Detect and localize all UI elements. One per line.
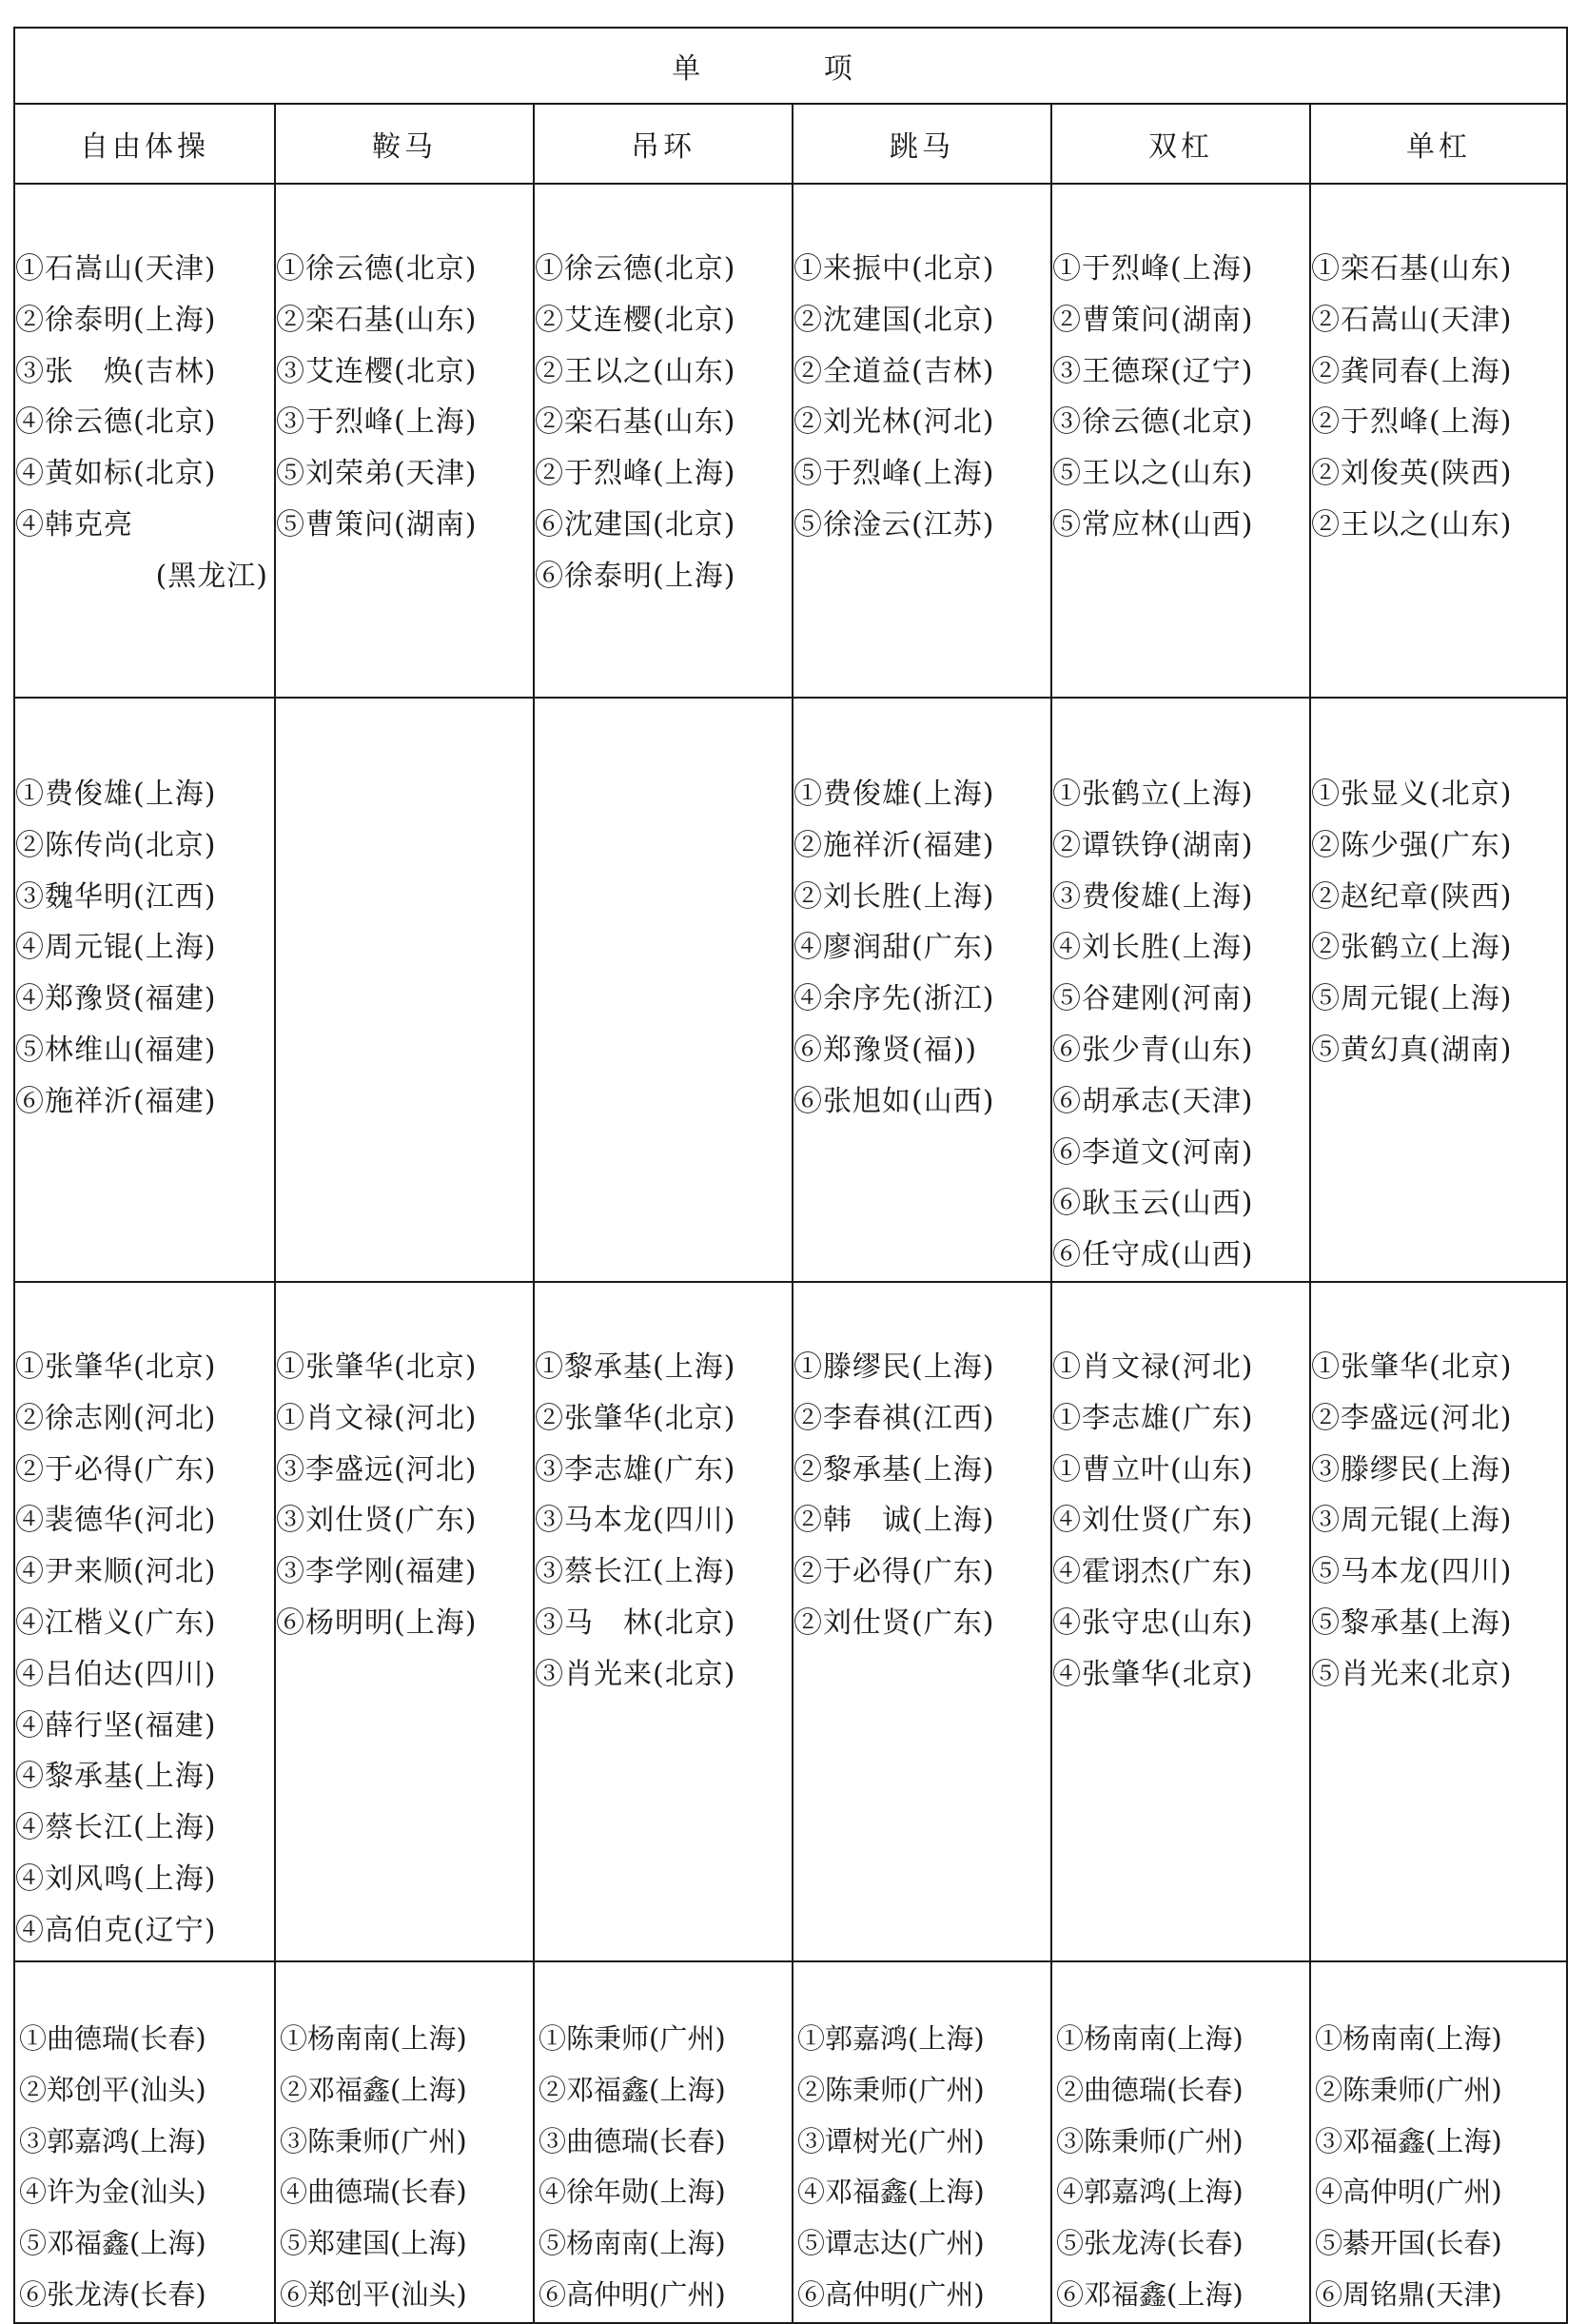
- ranking-entry: ⑤周元锟(上海): [1311, 982, 1513, 1016]
- ranking-entry: ①张肇华(北京): [276, 1349, 478, 1384]
- ranking-entry: ①曹立叶(山东): [1052, 1452, 1254, 1487]
- ranking-entry: ②艾连樱(北京): [535, 303, 736, 337]
- ranking-entry: ①来振中(北京): [794, 252, 995, 286]
- ranking-entry: ④廖润甜(广东): [794, 931, 995, 965]
- ranking-entry: ①黎承基(上海): [535, 1349, 736, 1384]
- ranking-entry: ①张肇华(北京): [15, 1349, 217, 1384]
- ranking-entry: ⑤曹策问(湖南): [276, 507, 478, 542]
- ranking-entry: ②陈传尚(北京): [15, 828, 217, 862]
- ranking-entry: ④刘仕贤(广东): [1052, 1504, 1254, 1538]
- ranking-entry: ②于烈峰(上海): [535, 457, 736, 491]
- ranking-entry: ③肖光来(北京): [535, 1657, 736, 1691]
- ranking-entry: ①李志雄(广东): [1052, 1401, 1254, 1435]
- ranking-entry: ⑤肖光来(北京): [1311, 1657, 1513, 1691]
- ranking-entry: ②刘光林(河北): [794, 405, 995, 440]
- ranking-entry: ③李学刚(福建): [276, 1555, 478, 1589]
- results-cell-vault: [793, 184, 1051, 698]
- ranking-entry: ③周元锟(上海): [1311, 1504, 1513, 1538]
- ranking-entry: ④刘长胜(上海): [1052, 931, 1254, 965]
- ranking-entry: ③于烈峰(上海): [276, 405, 478, 440]
- ranking-entry: ⑥耿玉云(山西): [1052, 1187, 1254, 1221]
- ranking-entry: ④黄如标(北京): [15, 457, 217, 491]
- ranking-entry: ③陈秉师(广州): [280, 2124, 467, 2157]
- results-cell-parallel-bars: [1051, 184, 1310, 698]
- ranking-entry: ③陈秉师(广州): [1056, 2124, 1244, 2157]
- ranking-entry: ③费俊雄(上海): [1052, 879, 1254, 914]
- results-cell-horizontal-bar: [1310, 184, 1567, 698]
- ranking-entry: ②曹策问(湖南): [1052, 303, 1254, 337]
- event-header-row: [14, 104, 1567, 184]
- ranking-entry: ④余序先(浙江): [794, 982, 995, 1016]
- ranking-entry: ④邓福鑫(上海): [797, 2176, 985, 2209]
- ranking-entry: ①于烈峰(上海): [1052, 252, 1254, 286]
- ranking-entry: ②陈秉师(广州): [797, 2073, 985, 2106]
- ranking-entry: ②张肇华(北京): [535, 1401, 736, 1435]
- ranking-entry: ④高仲明(广州): [1315, 2176, 1502, 2209]
- results-cell-vault: [793, 1961, 1051, 2323]
- ranking-entry: (黑龙江): [155, 559, 268, 593]
- ranking-entry: ⑤刘荣弟(天津): [276, 457, 478, 491]
- results-cell-floor: [14, 1961, 275, 2323]
- ranking-entry: ②王以之(山东): [1311, 507, 1513, 542]
- results-cell-pommel-horse: [275, 1282, 534, 1961]
- result-group-row: [14, 698, 1567, 1282]
- results-cell-pommel-horse: [275, 698, 534, 1282]
- ranking-entry: ③曲德瑞(长春): [539, 2124, 726, 2157]
- ranking-entry: ③张 焕(吉林): [15, 354, 217, 388]
- ranking-entry: ④高伯克(辽宁): [15, 1913, 217, 1947]
- results-cell-rings: [534, 1282, 793, 1961]
- ranking-entry: ④薛行坚(福建): [15, 1708, 217, 1743]
- results-cell-rings: [534, 184, 793, 698]
- result-group-row: [14, 184, 1567, 698]
- ranking-entry: ⑤邓福鑫(上海): [19, 2227, 206, 2260]
- ranking-entry: ⑥任守成(山西): [1052, 1238, 1254, 1272]
- ranking-entry: ⑥徐泰明(上海): [535, 559, 736, 593]
- ranking-entry: ⑥杨明明(上海): [276, 1605, 478, 1640]
- ranking-entry: ④蔡长江(上海): [15, 1811, 217, 1845]
- ranking-entry: ⑤谭志达(广州): [797, 2227, 985, 2260]
- ranking-entry: ④黎承基(上海): [15, 1760, 217, 1794]
- ranking-entry: ⑥郑豫贤(福)): [794, 1033, 978, 1067]
- ranking-entry: ④韩克亮: [15, 507, 133, 542]
- ranking-entry: ①张显义(北京): [1311, 778, 1513, 811]
- ranking-entry: ①石嵩山(天津): [15, 252, 217, 286]
- event-header-rings: 吊环: [534, 104, 793, 184]
- ranking-entry: ②于必得(广东): [794, 1555, 995, 1589]
- ranking-entry: ⑥高仲明(广州): [797, 2277, 985, 2311]
- ranking-entry: ③刘仕贤(广东): [276, 1504, 478, 1538]
- event-header-parallel-bars: 双杠: [1051, 104, 1310, 184]
- ranking-entry: ①栾石基(山东): [1311, 252, 1513, 286]
- results-cell-parallel-bars: [1051, 1961, 1310, 2323]
- ranking-entry: ⑥郑创平(汕头): [280, 2277, 467, 2311]
- ranking-entry: ④曲德瑞(长春): [280, 2176, 467, 2209]
- table-title: 单 项: [14, 28, 1567, 104]
- ranking-entry: ⑤林维山(福建): [15, 1033, 217, 1067]
- ranking-entry: ②赵纪章(陕西): [1311, 879, 1513, 914]
- ranking-entry: ⑥张龙涛(长春): [19, 2277, 206, 2311]
- ranking-entry: ①肖文禄(河北): [276, 1401, 478, 1435]
- ranking-entry: ⑤黎承基(上海): [1311, 1605, 1513, 1640]
- ranking-entry: ③蔡长江(上海): [535, 1555, 736, 1589]
- results-cell-floor: [14, 698, 275, 1282]
- ranking-entry: ⑤杨南南(上海): [539, 2227, 726, 2260]
- results-cell-horizontal-bar: [1310, 1282, 1567, 1961]
- ranking-entry: ②施祥沂(福建): [794, 828, 995, 862]
- ranking-entry: ②刘俊英(陕西): [1311, 457, 1513, 491]
- results-cell-parallel-bars: [1051, 698, 1310, 1282]
- ranking-entry: ③马本龙(四川): [535, 1504, 736, 1538]
- ranking-entry: ④周元锟(上海): [15, 931, 217, 965]
- ranking-entry: ①郭嘉鸿(上海): [797, 2021, 985, 2055]
- ranking-entry: ⑤徐淦云(江苏): [794, 507, 995, 542]
- ranking-entry: ②栾石基(山东): [535, 405, 736, 440]
- ranking-entry: ④吕伯达(四川): [15, 1657, 217, 1691]
- ranking-entry: ④许为金(汕头): [19, 2176, 206, 2209]
- ranking-entry: ③艾连樱(北京): [276, 354, 478, 388]
- ranking-entry: ②栾石基(山东): [276, 303, 478, 337]
- ranking-entry: ②陈秉师(广州): [1315, 2073, 1502, 2106]
- ranking-entry: ③王德琛(辽宁): [1052, 354, 1254, 388]
- event-header-pommel-horse: 鞍马: [275, 104, 534, 184]
- ranking-entry: ④郑豫贤(福建): [15, 982, 217, 1016]
- ranking-entry: ②于必得(广东): [15, 1452, 217, 1487]
- results-cell-horizontal-bar: [1310, 1961, 1567, 2323]
- result-group-row: [14, 1282, 1567, 1961]
- results-body: [14, 184, 1567, 2323]
- ranking-entry: ②张鹤立(上海): [1311, 931, 1513, 965]
- ranking-entry: ①杨南南(上海): [280, 2021, 467, 2055]
- ranking-entry: ②邓福鑫(上海): [280, 2073, 467, 2106]
- ranking-entry: ①肖文禄(河北): [1052, 1349, 1254, 1384]
- ranking-entry: ②谭铁铮(湖南): [1052, 828, 1254, 862]
- ranking-entry: ②徐志刚(河北): [15, 1401, 217, 1435]
- ranking-entry: ②李春祺(江西): [794, 1401, 995, 1435]
- ranking-entry: ⑥张旭如(山西): [794, 1084, 995, 1118]
- ranking-entry: ①杨南南(上海): [1056, 2021, 1244, 2055]
- ranking-entry: ④江楷义(广东): [15, 1605, 217, 1640]
- results-cell-floor: [14, 1282, 275, 1961]
- ranking-entry: ③郭嘉鸿(上海): [19, 2124, 206, 2157]
- ranking-entry: ⑥沈建国(北京): [535, 507, 736, 542]
- ranking-entry: ⑤常应林(山西): [1052, 507, 1254, 542]
- event-header-floor: 自由体操: [14, 104, 275, 184]
- ranking-entry: ②陈少强(广东): [1311, 828, 1513, 862]
- ranking-entry: ⑤马本龙(四川): [1311, 1555, 1513, 1589]
- gymnastics-results-table: [13, 27, 1568, 2324]
- ranking-entry: ④徐云德(北京): [15, 405, 217, 440]
- results-cell-rings: [534, 1961, 793, 2323]
- ranking-entry: ①费俊雄(上海): [794, 778, 995, 811]
- ranking-entry: ②全道益(吉林): [794, 354, 995, 388]
- ranking-entry: ③魏华明(江西): [15, 879, 217, 914]
- ranking-entry: ④郭嘉鸿(上海): [1056, 2176, 1244, 2209]
- ranking-entry: ①张肇华(北京): [1311, 1349, 1513, 1384]
- ranking-entry: ①徐云德(北京): [535, 252, 736, 286]
- ranking-entry: ③徐云德(北京): [1052, 405, 1254, 440]
- ranking-entry: ②郑创平(汕头): [19, 2073, 206, 2106]
- ranking-entry: ④张守忠(山东): [1052, 1605, 1254, 1640]
- ranking-entry: ④刘风鸣(上海): [15, 1861, 217, 1896]
- ranking-entry: ⑥施祥沂(福建): [15, 1084, 217, 1118]
- ranking-entry: ④尹来顺(河北): [15, 1555, 217, 1589]
- ranking-entry: ③谭树光(广州): [797, 2124, 985, 2157]
- ranking-entry: ④张肇华(北京): [1052, 1657, 1254, 1691]
- ranking-entry: ①费俊雄(上海): [15, 778, 217, 811]
- ranking-entry: ②曲德瑞(长春): [1056, 2073, 1244, 2106]
- results-cell-rings: [534, 698, 793, 1282]
- ranking-entry: ②石嵩山(天津): [1311, 303, 1513, 337]
- ranking-entry: ②徐泰明(上海): [15, 303, 217, 337]
- ranking-entry: ⑥李道文(河南): [1052, 1135, 1254, 1170]
- ranking-entry: ③李志雄(广东): [535, 1452, 736, 1487]
- ranking-entry: ⑤于烈峰(上海): [794, 457, 995, 491]
- ranking-entry: ②黎承基(上海): [794, 1452, 995, 1487]
- ranking-entry: ④徐年勋(上海): [539, 2176, 726, 2209]
- event-header-horizontal-bar: 单杠: [1310, 104, 1567, 184]
- ranking-entry: ①张鹤立(上海): [1052, 778, 1254, 811]
- results-cell-vault: [793, 698, 1051, 1282]
- results-cell-vault: [793, 1282, 1051, 1961]
- ranking-entry: ③马 林(北京): [535, 1605, 736, 1640]
- ranking-entry: ⑥胡承志(天津): [1052, 1084, 1254, 1118]
- ranking-entry: ③李盛远(河北): [276, 1452, 478, 1487]
- result-group-row: [14, 1961, 1567, 2323]
- ranking-entry: ②李盛远(河北): [1311, 1401, 1513, 1435]
- ranking-entry: ⑤张龙涛(长春): [1056, 2227, 1244, 2260]
- ranking-entry: ②邓福鑫(上海): [539, 2073, 726, 2106]
- event-header-vault: 跳马: [793, 104, 1051, 184]
- results-cell-floor: [14, 184, 275, 698]
- ranking-entry: ⑥高仲明(广州): [539, 2277, 726, 2311]
- ranking-entry: ③滕缪民(上海): [1311, 1452, 1513, 1487]
- ranking-entry: ②刘长胜(上海): [794, 879, 995, 914]
- ranking-entry: ②刘仕贤(广东): [794, 1605, 995, 1640]
- ranking-entry: ⑤黄幻真(湖南): [1311, 1033, 1513, 1067]
- results-cell-parallel-bars: [1051, 1282, 1310, 1961]
- ranking-entry: ①杨南南(上海): [1315, 2021, 1502, 2055]
- ranking-entry: ①陈秉师(广州): [539, 2021, 726, 2055]
- ranking-entry: ②龚同春(上海): [1311, 354, 1513, 388]
- ranking-entry: ⑥周铭鼎(天津): [1315, 2277, 1502, 2311]
- ranking-entry: ④裴德华(河北): [15, 1504, 217, 1538]
- results-cell-horizontal-bar: [1310, 698, 1567, 1282]
- ranking-entry: ①曲德瑞(长春): [19, 2021, 206, 2055]
- ranking-entry: ②韩 诚(上海): [794, 1504, 995, 1538]
- ranking-entry: ①徐云德(北京): [276, 252, 478, 286]
- ranking-entry: ①滕缪民(上海): [794, 1349, 995, 1384]
- results-cell-pommel-horse: [275, 1961, 534, 2323]
- ranking-entry: ⑤綦开国(长春): [1315, 2227, 1502, 2260]
- ranking-entry: ④霍诩杰(广东): [1052, 1555, 1254, 1589]
- ranking-entry: ②王以之(山东): [535, 354, 736, 388]
- ranking-entry: ②沈建国(北京): [794, 303, 995, 337]
- ranking-entry: ⑥邓福鑫(上海): [1056, 2277, 1244, 2311]
- ranking-entry: ⑥张少青(山东): [1052, 1033, 1254, 1067]
- ranking-entry: ③邓福鑫(上海): [1315, 2124, 1502, 2157]
- ranking-entry: ②于烈峰(上海): [1311, 405, 1513, 440]
- ranking-entry: ⑤谷建刚(河南): [1052, 982, 1254, 1016]
- ranking-entry: ⑤郑建国(上海): [280, 2227, 467, 2260]
- ranking-entry: ⑤王以之(山东): [1052, 457, 1254, 491]
- results-cell-pommel-horse: [275, 184, 534, 698]
